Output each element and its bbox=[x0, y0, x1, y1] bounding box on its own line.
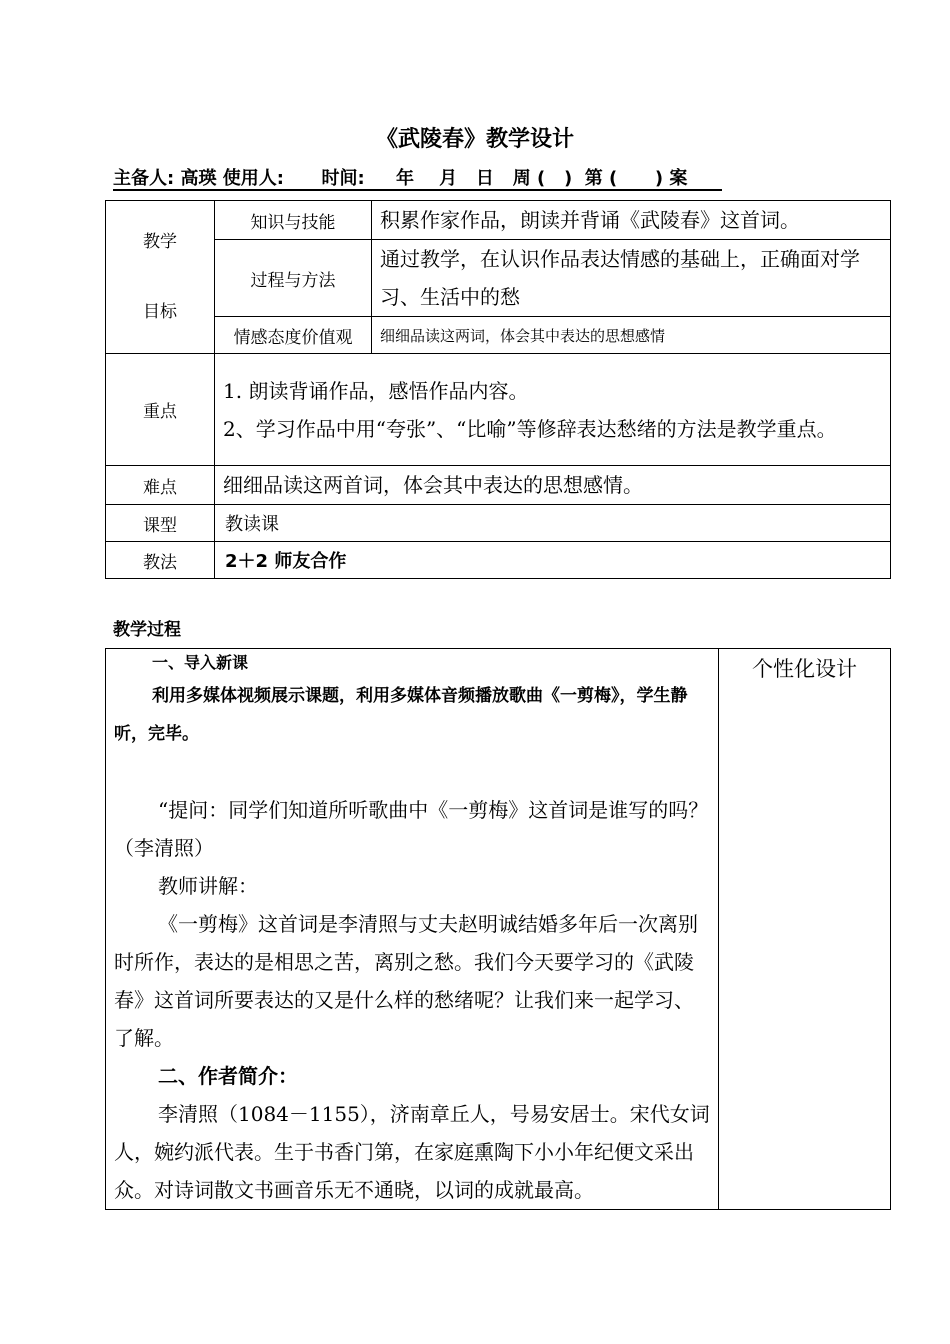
key-point-2: 2、学习作品中用“夸张”、“比喻”等修辞表达愁绪的方法是教学重点。 bbox=[223, 416, 837, 441]
emotion-label: 情感态度价值观 bbox=[215, 317, 372, 354]
author-text: 李清照（1084－1155），济南章丘人，号易安居士。宋代女词人，婉约派代表。生于书香门第，在家庭熏陶下小小年纪便文采出众。对诗词散文书画音乐无不通晓，以词的成就最高。 bbox=[114, 1102, 710, 1202]
objectives-label-2: 目标 bbox=[143, 302, 177, 322]
difficulty-value: 细细品读这两首词，体会其中表达的思想感情。 bbox=[215, 466, 891, 505]
process-main-cell bbox=[106, 649, 719, 1210]
method-label: 教法 bbox=[106, 542, 215, 579]
question-text: “提问：同学们知道所听歌曲中《一剪梅》这首词是谁写的吗？（李清照） bbox=[114, 798, 709, 860]
teacher-label: 教师讲解： bbox=[158, 874, 258, 898]
key-points-cell bbox=[215, 354, 891, 466]
section1-text: 利用多媒体视频展示课题，利用多媒体音频播放歌曲《一剪梅》，学生静听，完毕。 bbox=[114, 686, 688, 744]
knowledge-value: 积累作家作品，朗读并背诵《武陵春》这首词。 bbox=[372, 201, 891, 240]
meta-underline bbox=[113, 189, 722, 191]
section1-title: 一、导入新课 bbox=[152, 653, 249, 672]
type-value: 教读课 bbox=[215, 505, 891, 542]
meta-line: 主备人: 高瑛 使用人: 时间: 年 月 日 周 ( ) 第 ( ) 案 bbox=[113, 168, 688, 189]
objectives-label-cell bbox=[106, 201, 215, 354]
process-heading: 教学过程 bbox=[113, 620, 181, 640]
lesson-plan-table bbox=[105, 200, 891, 579]
process-method-value: 通过教学，在认识作品表达情感的基础上，正确面对学习、生活中的愁 bbox=[372, 240, 891, 317]
key-point-1: 1. 朗读背诵作品，感悟作品内容。 bbox=[223, 378, 529, 403]
teacher-text: 《一剪梅》这首词是李清照与丈夫赵明诚结婚多年后一次离别时所作，表达的是相思之苦，离别之愁。我们今天要学习的《武陵春》这首词所要表达的又是什么样的愁绪呢？让我们来一起学习、了解。 bbox=[114, 912, 698, 1050]
difficulty-label: 难点 bbox=[106, 466, 215, 505]
emotion-value: 细细品读这两词，体会其中表达的思想感情 bbox=[372, 317, 891, 354]
personalized-design-label: 个性化设计 bbox=[719, 649, 891, 1210]
method-value: 2＋2 师友合作 bbox=[215, 542, 891, 579]
process-table bbox=[105, 648, 891, 1210]
section2-title: 二、作者简介： bbox=[158, 1064, 298, 1088]
key-label: 重点 bbox=[106, 354, 215, 466]
process-method-label: 过程与方法 bbox=[215, 240, 372, 317]
knowledge-label: 知识与技能 bbox=[215, 201, 372, 240]
objectives-label-1: 教学 bbox=[143, 232, 177, 252]
document-title: 《武陵春》教学设计 bbox=[375, 127, 574, 152]
type-label: 课型 bbox=[106, 505, 215, 542]
